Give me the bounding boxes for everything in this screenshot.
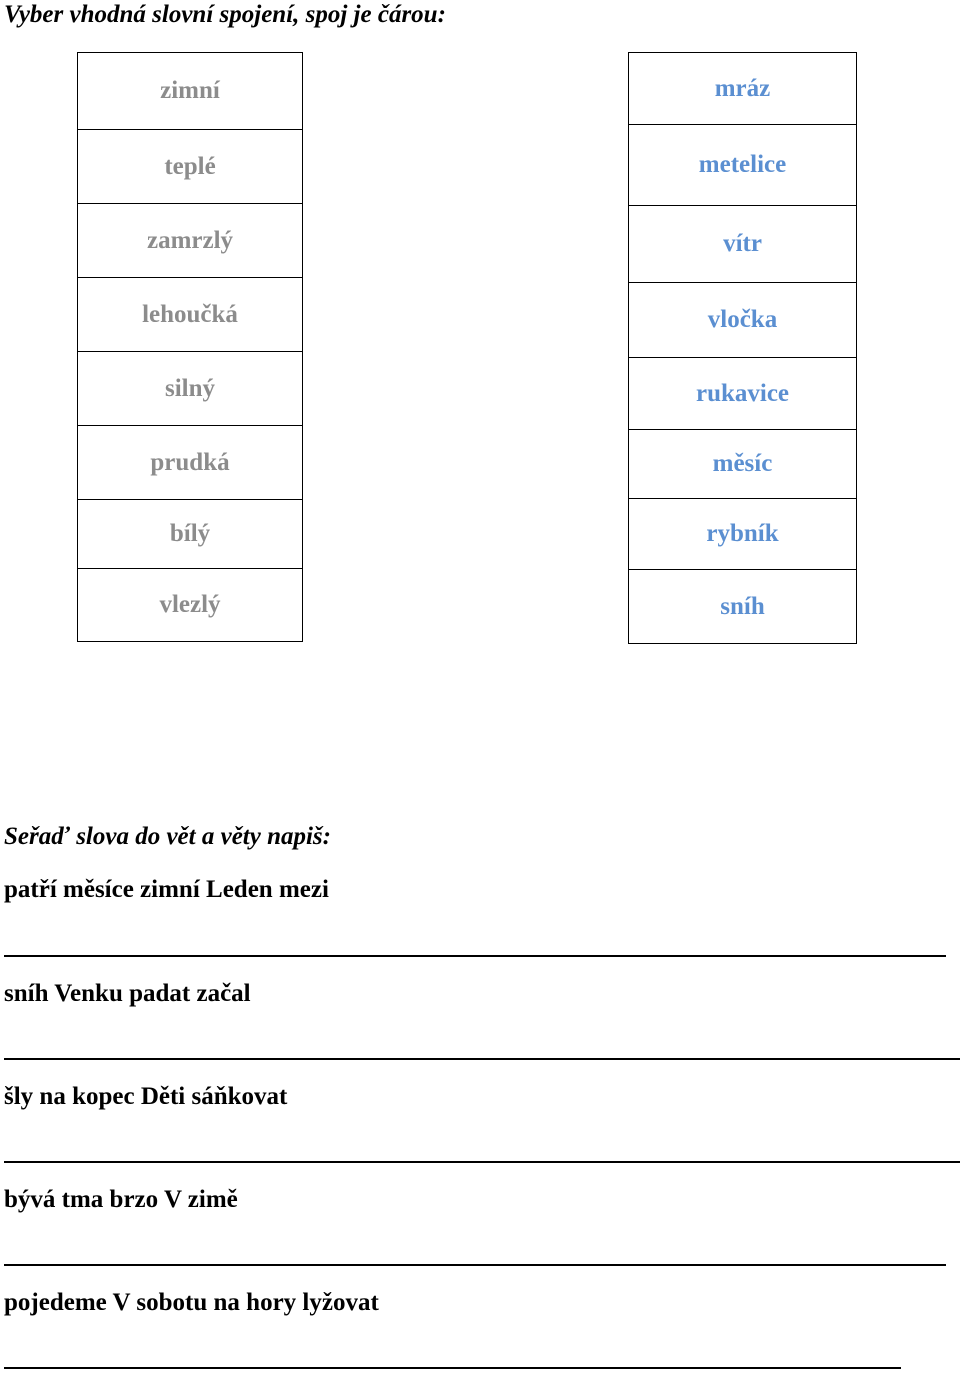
noun-cell[interactable]: sníh bbox=[629, 569, 856, 643]
scrambled-sentence: sníh Venku padat začal bbox=[4, 980, 251, 1007]
scrambled-sentence: šly na kopec Děti sáňkovat bbox=[4, 1083, 288, 1110]
noun-cell[interactable]: vítr bbox=[629, 205, 856, 282]
adjective-cell[interactable]: teplé bbox=[78, 129, 302, 203]
adjective-cell[interactable]: zimní bbox=[160, 77, 220, 104]
noun-cell[interactable]: rybník bbox=[629, 498, 856, 569]
noun-column bbox=[628, 52, 857, 644]
scrambled-sentence: bývá tma brzo V zimě bbox=[4, 1186, 238, 1213]
answer-line[interactable] bbox=[4, 955, 946, 957]
adjective-cell[interactable]: vlezlý bbox=[78, 568, 302, 641]
adjective-cell[interactable]: lehoučká bbox=[78, 277, 302, 351]
adjective-cell[interactable]: zamrzlý bbox=[78, 203, 302, 277]
adjective-column bbox=[77, 52, 303, 642]
answer-line[interactable] bbox=[4, 1058, 960, 1060]
noun-cell[interactable]: rukavice bbox=[629, 357, 856, 429]
scrambled-sentence: pojedeme V sobotu na hory lyžovat bbox=[4, 1289, 379, 1316]
adjective-cell[interactable]: prudká bbox=[78, 425, 302, 499]
answer-line[interactable] bbox=[4, 1161, 960, 1163]
noun-cell[interactable]: metelice bbox=[629, 124, 856, 205]
exercise1-instruction: Vyber vhodná slovní spojení, spoj je čárou: bbox=[4, 1, 446, 28]
noun-cell[interactable]: mráz bbox=[714, 74, 771, 102]
answer-line[interactable] bbox=[4, 1264, 946, 1266]
noun-cell[interactable]: vločka bbox=[629, 282, 856, 357]
adjective-cell[interactable]: silný bbox=[78, 351, 302, 425]
scrambled-sentence: patří měsíce zimní Leden mezi bbox=[4, 876, 329, 903]
answer-line[interactable] bbox=[4, 1367, 901, 1369]
adjective-cell[interactable]: bílý bbox=[78, 499, 302, 568]
exercise2-instruction: Seřaď slova do vět a věty napiš: bbox=[4, 823, 331, 850]
noun-cell[interactable]: měsíc bbox=[629, 429, 856, 498]
